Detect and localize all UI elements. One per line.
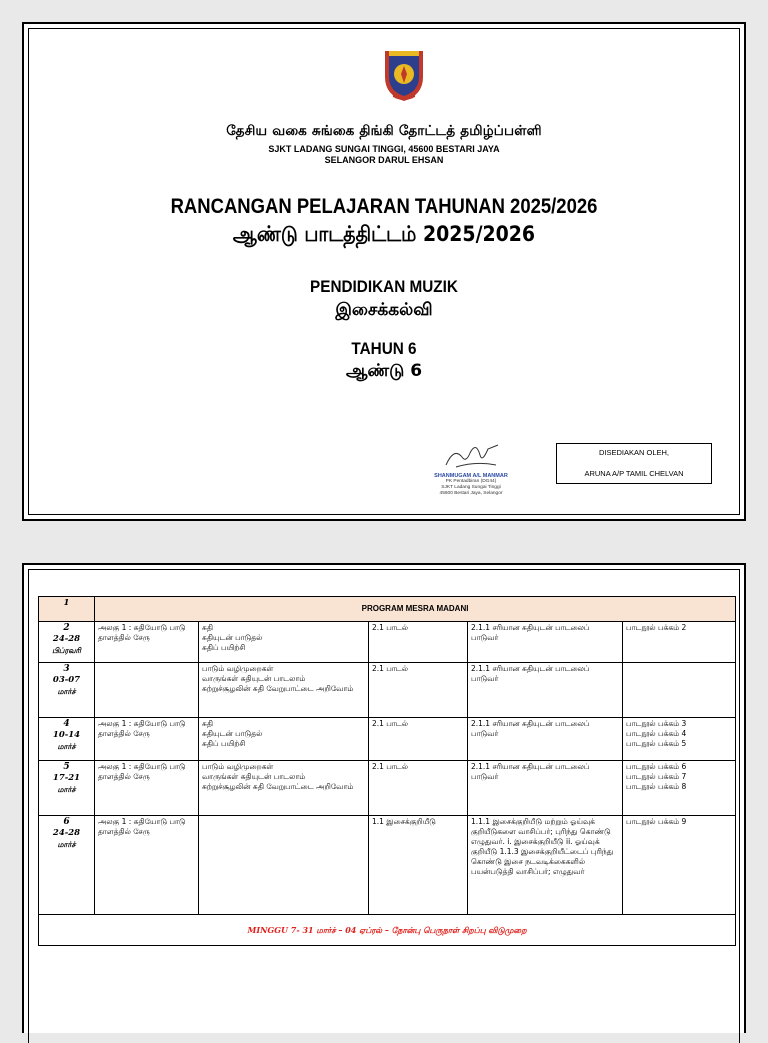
topic-line: சுற்றுச்சூழலின் சுதி வேறுபாட்டை அறிவோம் bbox=[202, 782, 354, 791]
objective-cell bbox=[468, 761, 623, 816]
school-logo bbox=[381, 47, 427, 103]
unit-cell bbox=[95, 761, 199, 816]
unit-text: அலகு 1 : சுதியோடு பாடு தாளத்தில் சேரு bbox=[98, 719, 186, 738]
topic-line: வாருங்கள் சுதியுடன் பாடலாம் bbox=[202, 772, 306, 781]
table-row bbox=[39, 663, 736, 718]
table-row bbox=[39, 761, 736, 816]
week-month: மார்ச் bbox=[57, 785, 76, 794]
week-month: மார்ச் bbox=[57, 687, 76, 696]
week-number: 4 bbox=[63, 719, 70, 729]
note-cell bbox=[623, 622, 736, 663]
week-cell bbox=[39, 622, 95, 663]
note-line: பாடநூல் பக்கம் 2 bbox=[626, 623, 687, 632]
table-row bbox=[39, 622, 736, 663]
objective-text: 2.1.1 சரியான சுதியுடன் பாடலைப் பாடுவர் bbox=[471, 623, 590, 642]
topic-cell bbox=[199, 761, 369, 816]
note-line: பாடநூல் பக்கம் 5 bbox=[626, 739, 687, 748]
prepared-by-name: ARUNA A/P TAMIL CHELVAN bbox=[584, 469, 684, 478]
topic-cell bbox=[199, 622, 369, 663]
standard-text: 2.1 பாடல் bbox=[372, 762, 409, 771]
topic-line: சுதி bbox=[202, 623, 214, 632]
week-month: மார்ச் bbox=[57, 840, 76, 849]
standard-text: 2.1 பாடல் bbox=[372, 719, 409, 728]
note-line: பாடநூல் பக்கம் 9 bbox=[626, 817, 687, 826]
objective-cell bbox=[468, 663, 623, 718]
unit-text: அலகு 1 : சுதியோடு பாடு தாளத்தில் சேரு bbox=[98, 623, 186, 642]
standard-text: 2.1 பாடல் bbox=[372, 623, 409, 632]
week-date: 24-28 bbox=[52, 634, 81, 644]
note-cell bbox=[623, 663, 736, 718]
topic-cell bbox=[199, 663, 369, 718]
year-tamil: ஆண்டு 6 bbox=[345, 361, 423, 381]
topic-line: வாருங்கள் சுதியுடன் பாடலாம் bbox=[202, 674, 306, 683]
topic-line: பாடும் வழிமுறைகள் bbox=[202, 762, 274, 771]
objective-cell bbox=[468, 622, 623, 663]
week-number: 3 bbox=[63, 664, 70, 674]
subject-malay: PENDIDIKAN MUZIK bbox=[310, 277, 458, 296]
week-cell bbox=[39, 816, 95, 915]
mesra-row bbox=[39, 597, 736, 622]
week-date: 03-07 bbox=[52, 675, 81, 685]
week-date: 17-21 bbox=[52, 773, 81, 783]
subject-tamil: இசைக்கல்வி bbox=[335, 300, 433, 320]
plan-inner-border bbox=[28, 569, 740, 1043]
year-malay: TAHUN 6 bbox=[351, 339, 417, 358]
topic-line: சுதிப் பயிற்சி bbox=[202, 643, 246, 652]
objective-text: 2.1.1 சரியான சுதியுடன் பாடலைப் பாடுவர் bbox=[471, 762, 590, 781]
objective-cell bbox=[468, 816, 623, 915]
school-address-line2: SELANGOR DARUL EHSAN bbox=[324, 155, 444, 165]
table-row bbox=[39, 816, 736, 915]
title-tamil: ஆண்டு பாடத்திட்டம் 2025/2026 bbox=[232, 222, 536, 246]
signature-drawing bbox=[436, 439, 506, 473]
topic-line: சுதியுடன் பாடுதல் bbox=[202, 729, 263, 738]
signature-line2: SJKT Ladang Sungai Tinggi bbox=[441, 485, 501, 490]
standard-cell bbox=[369, 761, 468, 816]
standard-cell bbox=[369, 622, 468, 663]
week-cell bbox=[39, 761, 95, 816]
week-number: 6 bbox=[63, 817, 70, 827]
standard-text: 2.1 பாடல் bbox=[372, 664, 409, 673]
topic-cell bbox=[199, 816, 369, 915]
signature-line1: PK Pentadbiran (DG44) bbox=[445, 479, 497, 484]
objective-text: 2.1.1 சரியான சுதியுடன் பாடலைப் பாடுவர் bbox=[471, 719, 590, 738]
cover-page bbox=[22, 22, 746, 521]
note-line: பாடநூல் பக்கம் 3 bbox=[626, 719, 687, 728]
week-month: பிப்ரவரி bbox=[52, 646, 81, 655]
objective-text: 2.1.1 சரியான சுதியுடன் பாடலைப் பாடுவர் bbox=[471, 664, 590, 683]
unit-cell bbox=[95, 718, 199, 761]
holiday-row bbox=[39, 915, 736, 946]
note-line: பாடநூல் பக்கம் 7 bbox=[626, 772, 687, 781]
note-line: பாடநூல் பக்கம் 8 bbox=[626, 782, 687, 791]
topic-line: சுதியுடன் பாடுதல் bbox=[202, 633, 263, 642]
week-number: 1 bbox=[63, 598, 70, 608]
topic-line: பாடும் வழிமுறைகள் bbox=[202, 664, 274, 673]
prepared-by-box bbox=[556, 443, 712, 484]
unit-text: அலகு 1 : சுதியோடு பாடு தாளத்தில் சேரு bbox=[98, 762, 186, 781]
objective-cell bbox=[468, 718, 623, 761]
cover-inner-border bbox=[28, 28, 740, 515]
unit-cell bbox=[95, 622, 199, 663]
week-number: 5 bbox=[63, 762, 70, 772]
lesson-plan-table bbox=[38, 596, 736, 946]
note-line: பாடநூல் பக்கம் 4 bbox=[626, 729, 687, 738]
signature-name: SHANMUGAM A/L MANMAR bbox=[434, 473, 508, 479]
note-line: பாடநூல் பக்கம் 6 bbox=[626, 762, 687, 771]
title-malay: RANCANGAN PELAJARAN TAHUNAN 2025/2026 bbox=[170, 195, 598, 218]
standard-cell bbox=[369, 718, 468, 761]
week-date: 10-14 bbox=[52, 730, 81, 740]
signature-line3: 45600 Bestari Jaya, Selangor bbox=[439, 491, 503, 496]
week-date: 24-28 bbox=[52, 828, 81, 838]
week-cell bbox=[39, 663, 95, 718]
program-label: PROGRAM MESRA MADANI bbox=[95, 597, 736, 622]
table-row bbox=[39, 718, 736, 761]
topic-line: சுதிப் பயிற்சி bbox=[202, 739, 246, 748]
week-cell bbox=[39, 718, 95, 761]
school-address-line1: SJKT LADANG SUNGAI TINGGI, 45600 BESTARI JAYA bbox=[268, 144, 500, 154]
unit-cell bbox=[95, 663, 199, 718]
topic-cell bbox=[199, 718, 369, 761]
unit-text: அலகு 1 : சுதியோடு பாடு தாளத்தில் சேரு bbox=[98, 817, 186, 836]
school-name-tamil: தேசிய வகை சுங்கை திங்கி தோட்டத் தமிழ்ப்பள்ளி bbox=[226, 123, 542, 139]
week-cell bbox=[39, 597, 95, 622]
note-cell bbox=[623, 718, 736, 761]
signature-stamp bbox=[421, 439, 521, 497]
standard-text: 1.1 இசைக்குறியீடு bbox=[372, 817, 436, 826]
objective-text: 1.1.1 இசைக்குறியீடு மற்றும் ஓய்வுக் குறியீடுகளை வாசிப்பர்; புரிந்து கொண்டு எழுதுவர். i. இசைக்குறியீடு ii. ஓய்வுக் குறியீடு 1.1.3 இசைக்குறியீட்டைப் புரிந்து கொண்டு இசை நடவடிக்கைகளில் பயன்படுத்தி வாசிப்பர்; எழுதுவர் bbox=[471, 817, 614, 876]
note-cell bbox=[623, 816, 736, 915]
topic-line: சுற்றுச்சூழலின் சுதி வேறுபாட்டை அறிவோம் bbox=[202, 684, 354, 693]
unit-cell bbox=[95, 816, 199, 915]
plan-page bbox=[22, 563, 746, 1033]
week-number: 2 bbox=[63, 623, 70, 633]
standard-cell bbox=[369, 816, 468, 915]
standard-cell bbox=[369, 663, 468, 718]
prepared-by-label: DISEDIAKAN OLEH, bbox=[598, 448, 670, 457]
holiday-note: MINGGU 7- 31 மார்ச் – 04 ஏப்ரல் – நோன்பு பெருநாள் சிறப்பு விடுமுறை bbox=[39, 915, 736, 946]
note-cell bbox=[623, 761, 736, 816]
topic-line: சுதி bbox=[202, 719, 214, 728]
week-month: மார்ச் bbox=[57, 742, 76, 751]
